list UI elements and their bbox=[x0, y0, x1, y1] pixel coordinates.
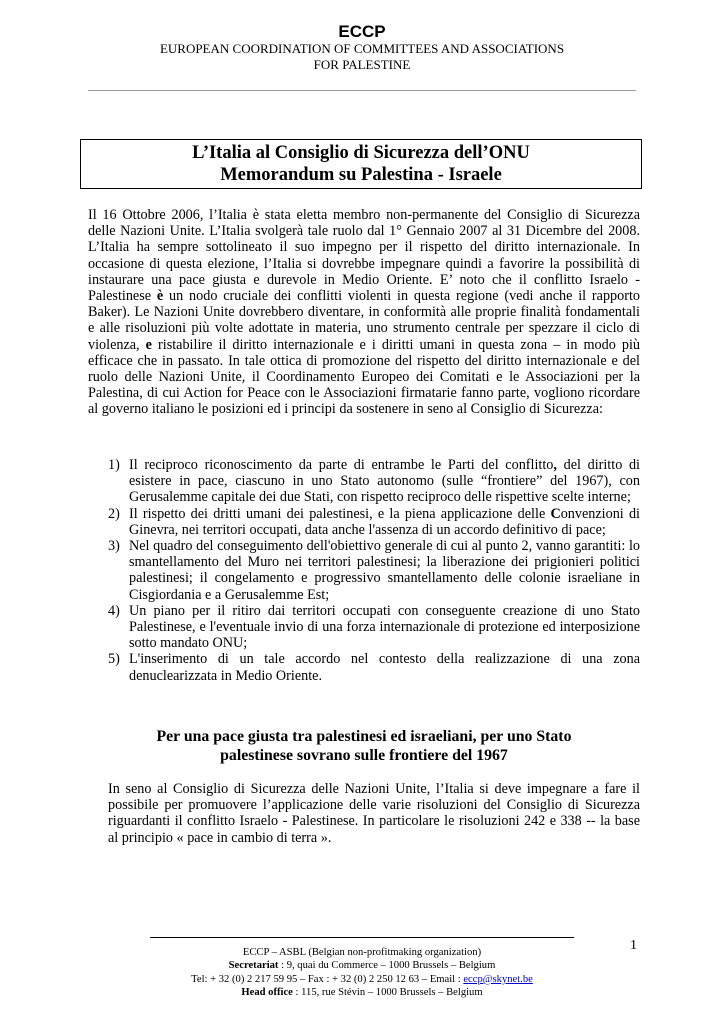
intro-text-b: un nodo cruciale dei conflitti violenti in questa regione (vedi anche il rapporto Baker). Le Nazioni Unite dovrebbero diventare, in conformità alle proprie finalità fondamentali e alle risoluzioni più volte adottate in materia, uno strumento centrale per spezzare il ciclo di violenza, bbox=[88, 288, 640, 353]
list-item-number: 2) bbox=[108, 505, 120, 522]
list-item bbox=[108, 651, 640, 683]
list-item-text: Un piano per il ritiro dai territori occupati con conseguente creazione di uno Stato Palestinese, e l'eventuale invio di una forza internazionale di protezione ed interposizione sotto mandato ONU; bbox=[129, 602, 640, 652]
principles-list bbox=[108, 457, 640, 684]
list-item bbox=[108, 538, 640, 603]
list-item-number: 3) bbox=[108, 538, 120, 555]
section-heading bbox=[88, 727, 640, 765]
document-title-line1: L’Italia al Consiglio di Sicurezza dell’ONU bbox=[192, 143, 530, 163]
header-divider bbox=[88, 90, 636, 91]
footer-secretariat-line bbox=[0, 959, 724, 972]
footer-secretariat-label: Secretariat bbox=[228, 960, 279, 972]
footer-contact-text: Tel: + 32 (0) 2 217 59 95 – Fax : + 32 (0) 2 250 12 63 – Email : bbox=[191, 973, 464, 985]
list-item-number: 5) bbox=[108, 651, 120, 668]
list-item-text-cont: del diritto di esistere in pace, ciascuno in uno Stato autonomo (sulle “frontiere” del 1967), con Gerusalemme capitale dei due Stati, con rispetto reciproco delle rispettive scelte interne; bbox=[129, 457, 640, 506]
page-footer bbox=[0, 946, 724, 999]
org-name-line1: EUROPEAN COORDINATION OF COMMITTEES AND ASSOCIATIONS bbox=[159, 41, 565, 56]
list-item-number: 4) bbox=[108, 602, 120, 619]
list-item-bold: , bbox=[553, 457, 557, 473]
list-item bbox=[108, 603, 640, 652]
footer-head-office-line bbox=[0, 986, 724, 999]
footer-contact-line bbox=[0, 973, 724, 986]
footer-head-office-label: Head office bbox=[241, 986, 293, 998]
list-item-text: Il reciproco riconoscimento da parte di entrambe le Parti del conflitto bbox=[129, 457, 554, 473]
section-heading-line2: palestinese sovrano sulle frontiere del 1967 bbox=[220, 747, 508, 764]
intro-text-a: Il 16 Ottobre 2006, l’Italia è stata eletta membro non-permanente del Consiglio di Sicurezza delle Nazioni Unite. L’Italia svolgerà tale ruolo dal 1° Gennaio 2007 al 31 Dicembre del 2008. L’Italia ha sempre sottolineato il suo impegno per il rispetto del diritto internazionale. In occasione di questa elezione, l’Italia si dovrebbe impegnare quindi a favorire la possibilità di instaurare una pace giusta e durevole in Medio Oriente. E’ noto che il conflitto Israelo - Palestinese bbox=[88, 207, 640, 305]
list-item bbox=[108, 506, 640, 538]
org-acronym: ECCP bbox=[338, 22, 386, 41]
list-item-text: Nel quadro del conseguimento dell'obiettivo generale di cui al punto 2, vanno garantiti: lo smantellamento del Muro nei territori palestinesi; la liberazione dei prigionieri politici palestinesi; il congelamento e progressivo smantellamento delle colonie israeliane in Cisgiordania e a Gerusalemme Est; bbox=[129, 538, 640, 603]
intro-bold-b: e bbox=[145, 336, 152, 353]
footer-head-office-text: : 115, rue Stévin – 1000 Brussels – Belgium bbox=[292, 986, 483, 998]
intro-text-c: ristabilire il diritto internazionale e i diritti umani in questa zona – in modo più efficace che in passato. In tale ottica di promozione del rispetto del diritto internazionale e del ruolo delle Nazioni Unite, il Coordinamento Europeo dei Comitati e le Associazioni per la Palestina, di cui Action for Peace con le Associazioni firmatarie fanno parte, vogliono ricordare al governo italiano le posizioni ed i principi da sostenere in seno al Consiglio di Sicurezza: bbox=[88, 336, 640, 418]
footer-org-line: ECCP – ASBL (Belgian non-profitmaking organization) bbox=[242, 947, 482, 958]
intro-paragraph bbox=[88, 207, 640, 418]
footer-secretariat-text: : 9, quai du Commerce – 1000 Brussels – Belgium bbox=[278, 960, 496, 972]
document-title-line2: Memorandum su Palestina - Israele bbox=[220, 165, 502, 185]
page-header bbox=[0, 22, 724, 73]
document-title-box bbox=[80, 139, 642, 189]
section-heading-line1: Per una pace giusta tra palestinesi ed israeliani, per uno Stato bbox=[156, 728, 572, 745]
org-name-line2: FOR PALESTINE bbox=[313, 57, 411, 72]
list-item-text: Il rispetto dei dritti umani dei palestinesi, e la piena applicazione delle bbox=[129, 505, 551, 522]
list-item bbox=[108, 457, 640, 506]
footer-divider bbox=[150, 937, 574, 938]
section-paragraph: In seno al Consiglio di Sicurezza delle Nazioni Unite, l’Italia si deve impegnare a fare il possibile per promuovere l’applicazione delle varie risoluzioni del Consiglio di Sicurezza riguardanti il conflitto Israelo - Palestinese. In particolare le risoluzioni 242 e 338 -- la base al principio « pace in cambio di terra ». bbox=[108, 781, 640, 846]
list-item-text: L'inserimento di un tale accordo nel contesto della realizzazione di una zona denuclearizzata in Medio Oriente. bbox=[129, 651, 640, 684]
intro-bold-a: è bbox=[156, 288, 164, 305]
list-item-bold: C bbox=[550, 505, 561, 522]
list-item-number: 1) bbox=[108, 457, 120, 473]
page-number: 1 bbox=[630, 938, 637, 953]
list-item-text-cont: onvenzioni di Ginevra, nei territori occupati, data anche l'assenza di un accordo definitivo di pace; bbox=[129, 505, 640, 538]
footer-email-link[interactable]: eccp@skynet.be bbox=[463, 973, 533, 985]
